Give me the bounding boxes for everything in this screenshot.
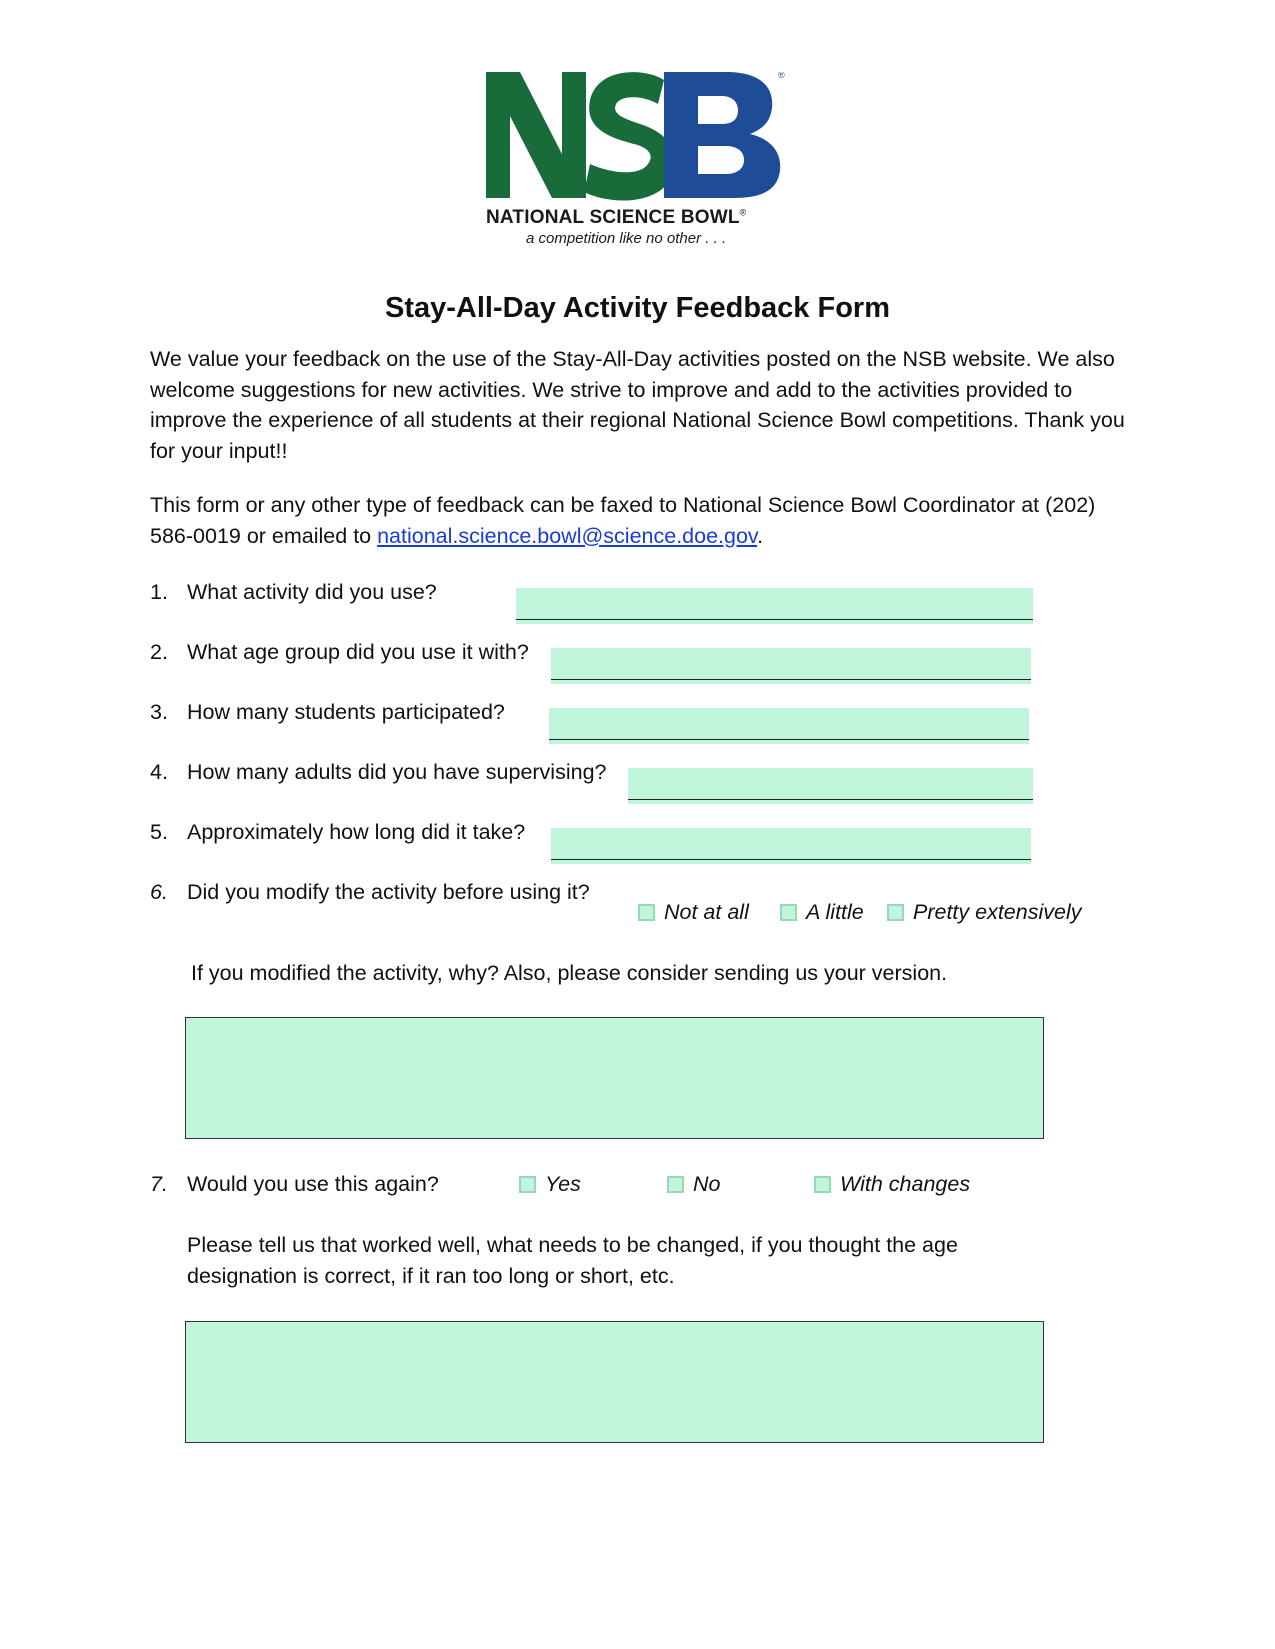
question-7-label: Would you use this again? [187, 1172, 439, 1196]
q7-option-with-changes-label: With changes [840, 1172, 971, 1196]
question-6-number: 6. [150, 880, 168, 904]
contact-email-link[interactable]: national.science.bowl@science.doe.gov [377, 523, 758, 548]
question-3-number: 3. [150, 700, 168, 724]
q7-option-no-checkbox[interactable] [667, 1176, 684, 1193]
question-5-number: 5. [150, 820, 168, 844]
question-6-label: Did you modify the activity before using it? [187, 880, 590, 904]
q7-option-yes-label: Yes [545, 1172, 581, 1196]
q6-option-pretty-extensively-label: Pretty extensively [913, 900, 1082, 924]
question-4-label: How many adults did you have supervising? [187, 760, 607, 784]
question-2-label: What age group did you use it with? [187, 640, 529, 664]
q6-option-a-little-label: A little [806, 900, 864, 924]
q7-option-yes-checkbox[interactable] [519, 1176, 536, 1193]
contact-text: This form or any other type of feedback can be faxed to National Science Bowl Coordinator at (202) 586-0019 or emailed to [150, 493, 1096, 548]
question-7-response-box[interactable] [185, 1321, 1044, 1443]
question-5-field[interactable] [551, 828, 1031, 864]
q7-option-with-changes-checkbox[interactable] [814, 1176, 831, 1193]
question-4-number: 4. [150, 760, 168, 784]
question-1-field[interactable] [516, 588, 1033, 624]
question-1-number: 1. [150, 580, 168, 604]
question-7-followup: Please tell us that worked well, what needs to be changed, if you thought the age designation is correct, if it ran too long or short, etc. [187, 1233, 958, 1288]
q6-option-pretty-extensively-checkbox[interactable] [887, 904, 904, 921]
nsb-logo [486, 72, 788, 252]
question-3-label: How many students participated? [187, 700, 505, 724]
question-3-field[interactable] [549, 708, 1029, 744]
logo-registered-mark: ® [778, 72, 785, 80]
question-6-followup: If you modified the activity, why? Also, please consider sending us your version. [191, 961, 948, 985]
question-4-field[interactable] [628, 768, 1033, 804]
q6-option-not-at-all-checkbox[interactable] [638, 904, 655, 921]
q6-option-a-little-checkbox[interactable] [780, 904, 797, 921]
question-1-label: What activity did you use? [187, 580, 437, 604]
logo-name: NATIONAL SCIENCE BOWL® [486, 207, 747, 228]
question-5-label: Approximately how long did it take? [187, 820, 526, 844]
question-2-field[interactable] [551, 648, 1031, 684]
q7-option-no-label: No [693, 1172, 721, 1196]
nsb-logo-mark [486, 72, 788, 207]
question-6-response-box[interactable] [185, 1017, 1044, 1139]
q6-option-not-at-all-label: Not at all [664, 900, 749, 924]
intro-paragraph: We value your feedback on the use of the Stay-All-Day activities posted on the NSB website. We also welcome suggestions for new activities. We strive to improve and add to the activities provided to improve the experience of all students at their regional National Science Bowl competitions. Thank you for your input!! [150, 347, 1125, 463]
contact-paragraph: This form or any other type of feedback can be faxed to National Science Bowl Coordinator at (202) 586-0019 or emailed to national.science.bowl@science.doe.gov. [150, 493, 1096, 548]
logo-tagline: a competition like no other . . . [526, 230, 727, 247]
question-7-number: 7. [150, 1172, 168, 1196]
page-title: Stay-All-Day Activity Feedback Form [385, 292, 890, 324]
question-2-number: 2. [150, 640, 168, 664]
